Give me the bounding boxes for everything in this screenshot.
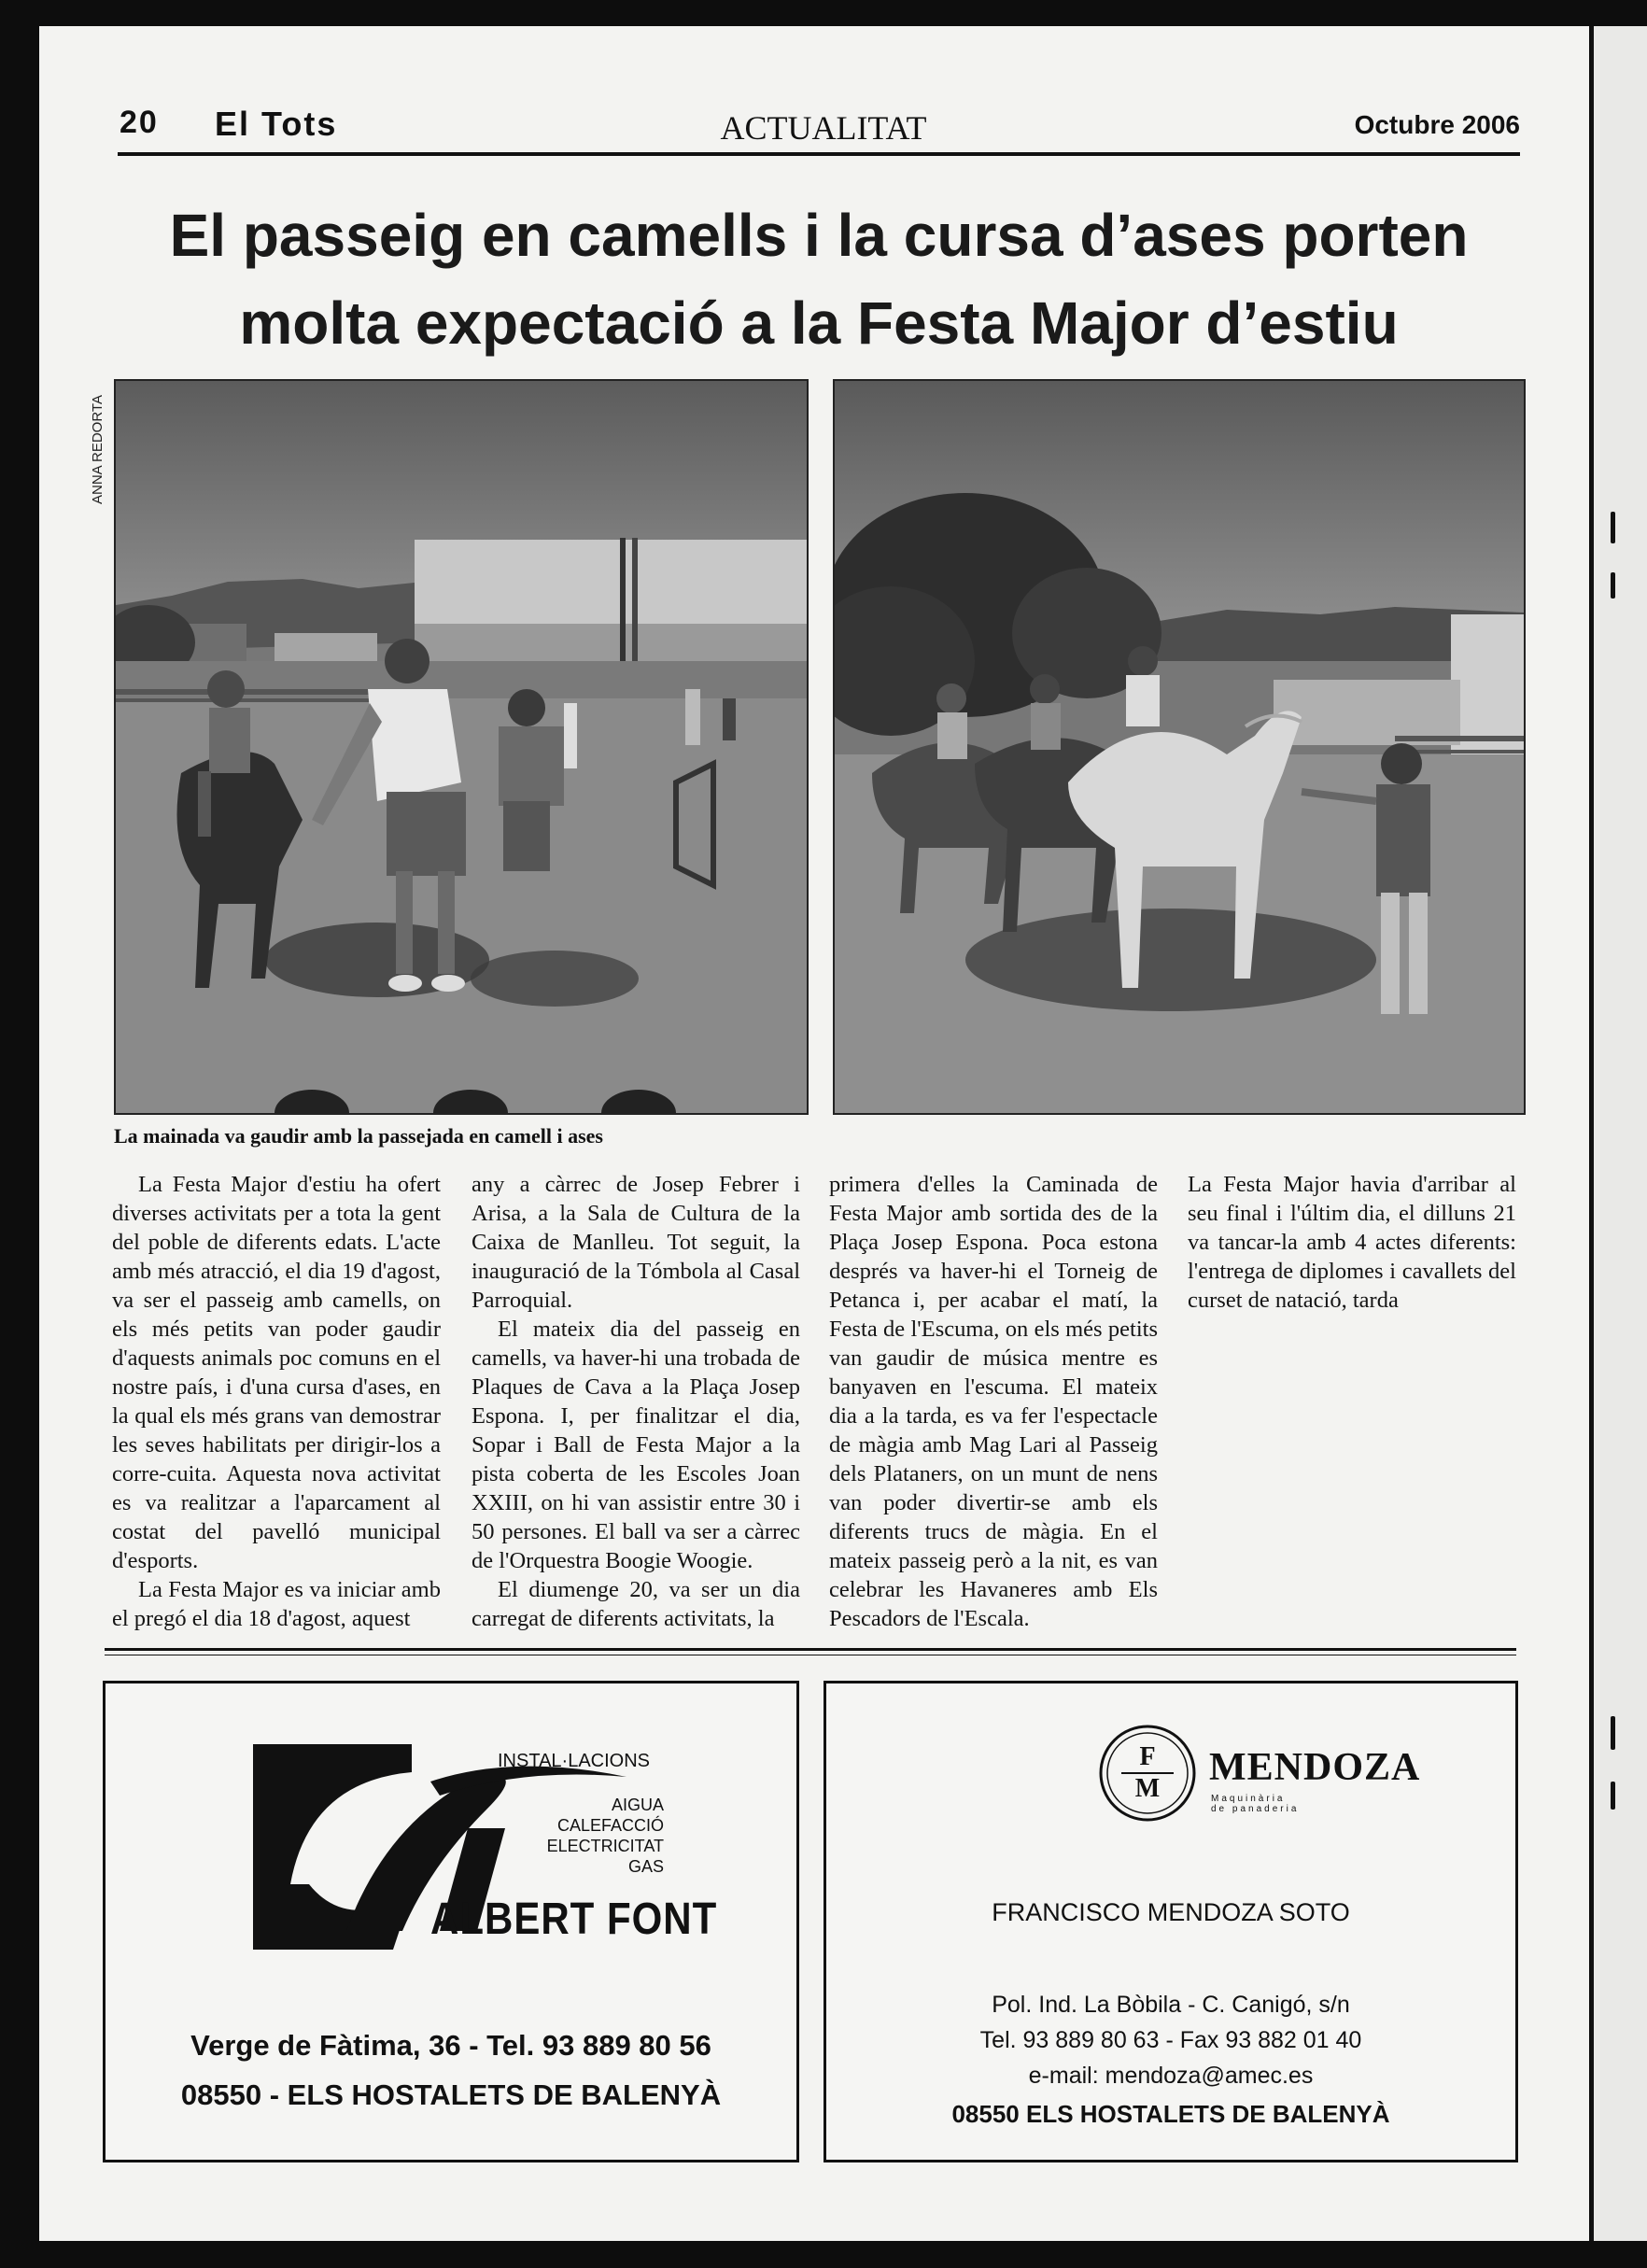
article-paragraph: El mateix dia del passeig en camells, va haver-hi una trobada de Plaques de Cava a la Plaça Josep Espona. I, per finalitzar el dia, Sopar i Ball de Festa Major a la pista coberta de les Escoles Joan XXIII, on hi van assistir entre 30 i 50 persones. El ball va ser a càrrec de l'Orquestra Boogie Woogie. xyxy=(472,1317,800,1573)
publication-name: El Tots xyxy=(215,105,338,143)
article-column-3 xyxy=(829,1170,1158,1633)
mendoza-tagline-1: Maquinària xyxy=(1211,1794,1286,1804)
article-paragraph: La Festa Major es va iniciar amb el pregó el dia 18 d'agost, aquest xyxy=(112,1577,441,1631)
photo-credit: ANNA REDORTA xyxy=(90,395,106,504)
article-paragraph-continued: primera d'elles la Caminada de Festa Major amb sortida des de la Plaça Josep Espona. Poca estona després va haver-hi el Torneig de Petanca i, per acabar el matí, la Festa de l'Escuma, on els més petits van gaudir de música mentre es banyaven en l'escuma. El mateix dia a la tarda, es va fer l'espectacle de màgia amb Mag Lari al Passeig dels Plataners, on un munt de nens van poder divertir-se amb els diferents trucs de màgia. En el mateix passeig però a la nit, es van celebrar les Havaneres amb Els Pescadors de l'Escala. xyxy=(829,1172,1158,1631)
service-electricitat: ELECTRICITAT xyxy=(546,1837,664,1855)
mendoza-email: e-mail: mendoza@amec.es xyxy=(1028,2063,1314,2089)
article-column-2 xyxy=(472,1170,800,1633)
service-gas: GAS xyxy=(627,1857,664,1876)
article-end-rule xyxy=(105,1648,1516,1651)
mendoza-city: 08550 ELS HOSTALETS DE BALENYÀ xyxy=(951,2100,1390,2128)
service-calefaccio: CALEFACCIÓ xyxy=(556,1816,664,1835)
article-column-1 xyxy=(112,1170,441,1633)
albert-font-address: Verge de Fàtima, 36 - Tel. 93 889 80 56 xyxy=(190,2029,711,2062)
edge-mark xyxy=(1611,1716,1615,1750)
article-column-4 xyxy=(1188,1170,1516,1633)
mendoza-phone: Tel. 93 889 80 63 - Fax 93 882 01 40 xyxy=(979,2027,1362,2053)
ad-mendoza xyxy=(824,1681,1518,2162)
page-number: 20 xyxy=(120,105,159,140)
mendoza-tagline-2: de panaderia xyxy=(1211,1804,1300,1814)
photo-caption: La mainada va gaudir amb la passejada en camell i ases xyxy=(114,1124,603,1148)
photo-camel-ride xyxy=(833,379,1526,1115)
edge-mark xyxy=(1611,512,1615,543)
article-paragraph-continued: La Festa Major havia d'arribar al seu final i l'últim dia, el dilluns 21 va tancar-la amb 4 actes diferents: l'entrega de diplomes i cavallets del curset de natació, tarda xyxy=(1188,1172,1516,1313)
article-paragraph: La Festa Major d'estiu ha ofert diverses activitats per a tota la gent del poble de diferents edats. L'acte amb més atracció, el dia 19 d'agost, va ser el passeig amb camells, on els més petits van poder gaudir d'aquests animals poc comuns en el nostre país, i d'una cursa d'ases, en la qual els més grans van demostrar les seves habilitats per dirigir-los a corre-cuita. Aquesta nova activitat es va realitzar a l'aparcament al costat del pavelló municipal d'esports. xyxy=(112,1172,441,1573)
header-rule xyxy=(118,152,1520,156)
edge-mark xyxy=(1611,572,1615,599)
ad-albert-font xyxy=(103,1681,799,2162)
emblem-letter-f: F xyxy=(1139,1742,1156,1771)
article-paragraph: El diumenge 20, va ser un dia carregat de diferents activitats, la xyxy=(472,1577,800,1631)
issue-date: Octubre 2006 xyxy=(1354,110,1520,139)
article-paragraph-continued: any a càrrec de Josep Febrer i Arisa, a la Sala de Cultura de la Caixa de Manlleu. Tot seguit, la inauguració de la Tómbola al Casal Parroquial. xyxy=(472,1172,800,1313)
mendoza-emblem-letters xyxy=(1097,1741,1198,1805)
photo-donkey-ride xyxy=(114,379,809,1115)
article-headline: El passeig en camells i la cursa d’ases porten molta expectació a la Festa Major d’estiu xyxy=(169,202,1469,357)
edge-mark xyxy=(1611,1782,1615,1810)
mendoza-tagline xyxy=(1211,1794,1299,1814)
mendoza-brand: MENDOZA xyxy=(1209,1746,1421,1789)
mendoza-address: Pol. Ind. La Bòbila - C. Canigó, s/n xyxy=(992,1992,1350,2018)
next-page-edge xyxy=(1591,26,1647,2241)
emblem-letter-m: M xyxy=(1134,1774,1161,1803)
section-title: ACTUALITAT xyxy=(720,109,927,147)
albert-font-brand: ALBERT FONT xyxy=(430,1893,718,1944)
service-aigua: AIGUA xyxy=(611,1796,664,1814)
mendoza-owner: FRANCISCO MENDOZA SOTO xyxy=(992,1898,1350,1926)
albert-font-city: 08550 - ELS HOSTALETS DE BALENYÀ xyxy=(180,2078,722,2111)
installations-label: INSTAL·LACIONS xyxy=(498,1751,650,1771)
